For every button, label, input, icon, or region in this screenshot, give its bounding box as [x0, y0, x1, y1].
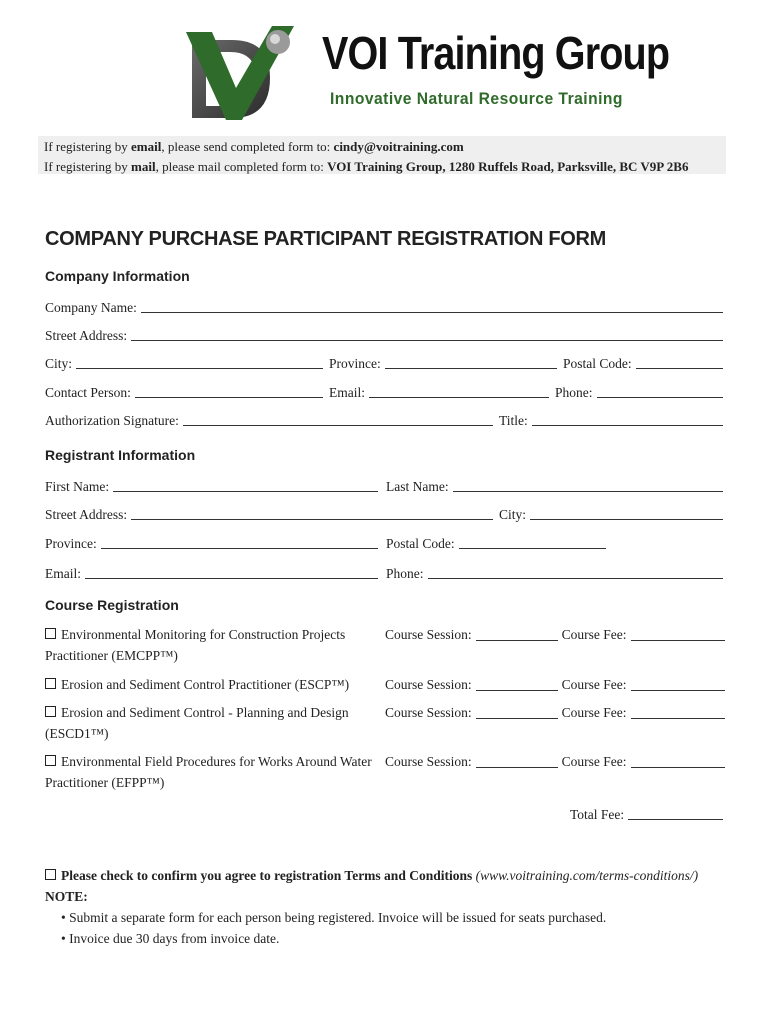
- course-checkbox[interactable]: [45, 755, 56, 766]
- company-street-field[interactable]: [131, 326, 723, 341]
- registrant-province-field[interactable]: [101, 534, 378, 549]
- brand-name: VOI Training Group: [322, 27, 670, 79]
- voi-logo-icon: [182, 22, 302, 126]
- course-fee-field[interactable]: [631, 676, 725, 691]
- company-signature-row: Authorization Signature: Title:: [45, 409, 723, 429]
- course-checkbox[interactable]: [45, 706, 56, 717]
- company-email-field[interactable]: [369, 383, 549, 398]
- brand-tagline: Innovative Natural Resource Training: [330, 89, 623, 108]
- email-address-link[interactable]: cindy@voitraining.com: [333, 139, 464, 154]
- section-course-heading: Course Registration: [45, 597, 179, 613]
- terms-checkbox[interactable]: [45, 869, 56, 880]
- course-checkbox[interactable]: [45, 628, 56, 639]
- registrant-street-field[interactable]: [131, 505, 493, 520]
- course-session-field[interactable]: [476, 704, 558, 719]
- mail-instruction: If registering by mail, please mail completed form to: VOI Training Group, 1280 Ruffels Road, Parksville, BC V9P 2B6: [44, 159, 689, 174]
- company-name-row: Company Name:: [45, 296, 723, 316]
- last-name-field[interactable]: [453, 477, 723, 492]
- course-checkbox[interactable]: [45, 678, 56, 689]
- course-fee-field[interactable]: [631, 626, 725, 641]
- company-contact-field[interactable]: [135, 383, 323, 398]
- course-fee-field[interactable]: [631, 753, 725, 768]
- note-bullet: • Submit a separate form for each person being registered. Invoice will be issued for seats purchased.: [61, 910, 607, 925]
- course-session-field[interactable]: [476, 676, 558, 691]
- first-name-field[interactable]: [113, 477, 378, 492]
- company-phone-field[interactable]: [597, 383, 723, 398]
- company-province-field[interactable]: [385, 354, 557, 369]
- form-title: COMPANY PURCHASE PARTICIPANT REGISTRATION FORM: [45, 228, 607, 250]
- note-bullet: • Invoice due 30 days from invoice date.: [61, 931, 280, 946]
- authorization-signature-field[interactable]: [183, 411, 493, 426]
- section-company-heading: Company Information: [45, 268, 190, 284]
- course-fee-field[interactable]: [631, 704, 725, 719]
- registrant-phone-field[interactable]: [428, 564, 723, 579]
- registrant-city-field[interactable]: [530, 505, 723, 520]
- course-session-field[interactable]: [476, 626, 558, 641]
- company-city-row: City: Province: Postal Code:: [45, 352, 723, 372]
- registrant-address-row: Street Address: City:: [45, 503, 723, 523]
- company-postal-field[interactable]: [636, 354, 723, 369]
- terms-link[interactable]: (www.voitraining.com/terms-conditions/): [475, 868, 699, 883]
- company-name-field[interactable]: [141, 298, 723, 313]
- company-street-row: Street Address:: [45, 324, 723, 344]
- company-city-field[interactable]: [76, 354, 323, 369]
- note-title: NOTE:: [45, 889, 88, 904]
- company-title-field[interactable]: [532, 411, 723, 426]
- email-instruction: If registering by email, please send completed form to: cindy@voitraining.com: [44, 139, 464, 154]
- company-contact-row: Contact Person: Email: Phone:: [45, 381, 723, 401]
- total-fee-field[interactable]: [628, 805, 723, 820]
- registrant-province-row: Province: Postal Code:: [45, 532, 723, 552]
- registrant-name-row: First Name: Last Name:: [45, 475, 723, 495]
- section-registrant-heading: Registrant Information: [45, 447, 196, 463]
- terms-and-notes: [45, 865, 735, 949]
- mail-address: VOI Training Group, 1280 Ruffels Road, Parksville, BC V9P 2B6: [327, 159, 689, 174]
- total-fee-row: Total Fee:: [570, 803, 723, 823]
- registrant-contact-row: Email: Phone:: [45, 562, 723, 582]
- course-session-field[interactable]: [476, 753, 558, 768]
- registrant-postal-field[interactable]: [459, 534, 606, 549]
- registrant-email-field[interactable]: [85, 564, 378, 579]
- submission-instructions: [38, 136, 726, 174]
- terms-confirm: Please check to confirm you agree to registration Terms and Conditions (www.voitraining.com/terms-conditions/): [45, 865, 735, 886]
